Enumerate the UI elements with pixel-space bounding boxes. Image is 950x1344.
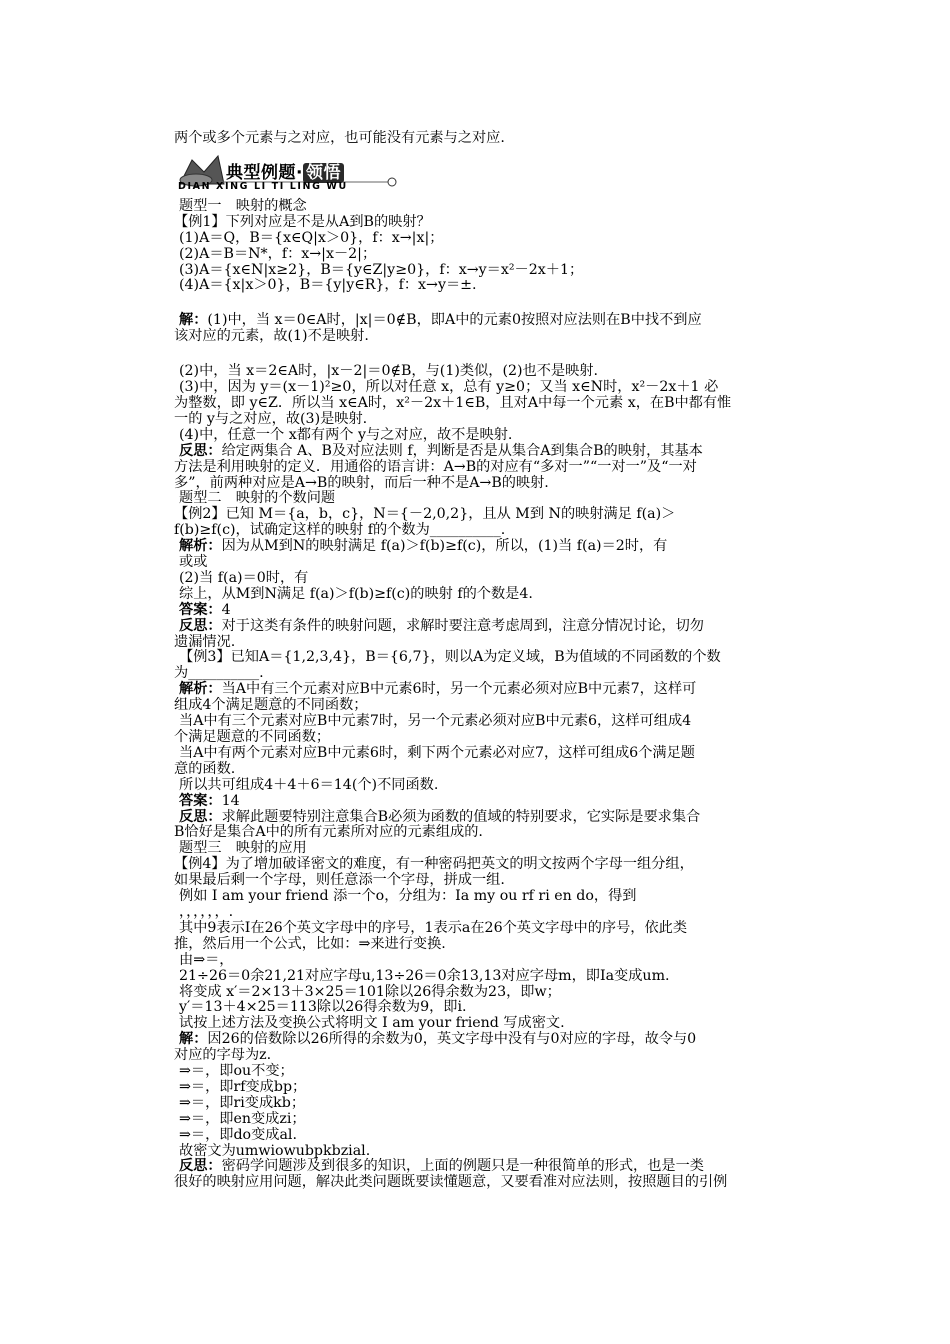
reflection-line: B恰好是集合A中的所有元素所对应的元素组成的. xyxy=(174,824,483,841)
line: f(b)≥f(c)，试确定这样的映射 f的个数为__________. xyxy=(174,522,506,539)
solution-line: ⇒＝，即rf变成bp； xyxy=(179,1078,307,1095)
solution-line: 意的函数. xyxy=(174,760,236,777)
solution-line: 一的 y与之对应，故(3)是映射. xyxy=(174,410,368,427)
line: 将变成 x′＝2×13＋3×25＝101除以26得余数为23，即w； xyxy=(179,983,561,1000)
solution-line: (2)当 f(a)＝0时，有 xyxy=(179,569,309,586)
solution-line: (2)中，当 x＝2∈A时，|x－2|＝0∉B，与(1)类似，(2)也不是映射. xyxy=(179,363,599,380)
line: 【例1】下列对应是不是从A到B的映射？ xyxy=(174,213,431,230)
solution-line: ⇒＝，即do变成al. xyxy=(179,1126,297,1143)
section-banner xyxy=(174,150,814,196)
intro-text: 两个或多个元素与之对应，也可能没有元素与之对应. xyxy=(174,130,505,146)
solution-line: 对应的字母为z. xyxy=(174,1047,272,1064)
document-page xyxy=(174,131,814,1191)
reflection-line: 反思：求解此题要特别注意集合B必须为函数的值域的特别要求，它实际是要求集合 xyxy=(179,808,701,825)
line: 【例3】已知A＝{1,2,3,4}，B＝{6,7}，则以A为定义域，B为值域的不同函数的个数 xyxy=(179,649,721,666)
line: 如果最后剩一个字母，则任意添一个字母，拼成一组. xyxy=(174,872,505,889)
solution-line: 或或 xyxy=(179,554,208,571)
line: 【例4】为了增加破译密文的难度，有一种密码把英文的明文按两个字母一组分组， xyxy=(174,856,694,873)
line: 其中9表示I在26个英文字母中的序号，1表示a在26个英文字母中的序号，依此类 xyxy=(179,919,688,936)
reflection-line: 很好的映射应用问题，解决此类问题既要读懂题意，又要看准对应法则，按照题目的引例 xyxy=(174,1174,728,1191)
line: 题型一 映射的概念 xyxy=(179,197,307,214)
line: 为__________. xyxy=(174,665,264,682)
line: 例如 I am your friend 添一个o，分组为：Ia my ou rf ri en do，得到 xyxy=(179,888,637,905)
solution-line: 综上，从M到N满足 f(a)＞f(b)≥f(c)的映射 f的个数是4. xyxy=(179,585,533,602)
banner-subtitle: DIAN XING LI TI LING WU xyxy=(178,180,348,192)
line: 试按上述方法及变换公式将明文 I am your friend 写成密文. xyxy=(179,1015,565,1032)
solution-line: 该对应的元素，故(1)不是映射. xyxy=(174,328,369,345)
line: 题型三 映射的应用 xyxy=(179,840,307,857)
banner-title-main: 典型例题· xyxy=(226,162,303,183)
solution-line: ⇒＝，即ri变成kb； xyxy=(179,1094,306,1111)
reflection-line: 多”，前两种对应是A→B的映射，而后一种不是A→B的映射. xyxy=(174,474,549,491)
line: ，，，，，，. xyxy=(179,903,234,920)
solution-line: ⇒＝，即ou不变； xyxy=(179,1063,294,1080)
line: (1)A＝Q，B＝{x∈Q|x＞0}，f：x→|x|； xyxy=(179,229,444,246)
solution-line: 故密文为umwiowubpkbzial. xyxy=(179,1142,371,1159)
reflection-line: 反思：对于这类有条件的映射问题，求解时要注意考虑周到，注意分情况讨论，切勿 xyxy=(179,617,704,634)
line: y′＝13＋4×25＝113除以26得余数为9，即i. xyxy=(179,999,467,1016)
banner-title-dark: 领悟 xyxy=(303,163,344,183)
reflection-line: 反思：给定两集合 A、B及对应法则 f，判断是否是从集合A到集合B的映射，其基本 xyxy=(179,442,703,459)
answer-line: 答案：14 xyxy=(179,792,240,809)
solution-line: 为整数，即 y∈Z．所以当 x∈A时，x²－2x＋1∈B，且对A中每一个元素 x，在B中都有惟 xyxy=(174,394,732,411)
reflection-line: 方法是利用映射的定义．用通俗的语言讲：A→B的对应有“多对一”“一对一”及“一对 xyxy=(174,458,697,475)
solution-line: (4)中，任意一个 x都有两个 y与之对应，故不是映射. xyxy=(179,426,513,443)
solution-line: 解：(1)中，当 x＝0∈A时，|x|＝0∉B，即A中的元素0按照对应法则在B中找不到应 xyxy=(179,312,702,329)
solution-line: 当A中有三个元素对应B中元素7时，另一个元素必须对应B中元素6，这样可组成4 xyxy=(179,713,692,730)
reflection-line: 遗漏情况. xyxy=(174,633,236,650)
solution-line: 解：因26的倍数除以26所得的余数为0，英文字母中没有与0对应的字母，故令与0 xyxy=(179,1031,697,1048)
line: 推，然后用一个公式，比如：⇒来进行变换. xyxy=(174,935,446,952)
solution-line: 组成4个满足题意的不同函数； xyxy=(174,697,368,714)
line: 21÷26＝0余21,21对应字母u,13÷26＝0余13,13对应字母m，即Ia变成um. xyxy=(179,967,670,984)
answer-line: 答案：4 xyxy=(179,601,231,618)
solution-line: ⇒＝，即en变成zi； xyxy=(179,1110,306,1127)
solution-line: 所以共可组成4＋4＋6＝14(个)不同函数. xyxy=(179,776,439,793)
solution-line: (3)中，因为 y＝(x－1)²≥0，所以对任意 x，总有 y≥0；又当 x∈N时，x²－2x＋1 必 xyxy=(179,379,719,396)
reflection-line: 反思：密码学问题涉及到很多的知识，上面的例题只是一种很简单的形式，也是一类 xyxy=(179,1158,704,1175)
solution-line: 解析：当A中有三个元素对应B中元素6时，另一个元素必须对应B中元素7，这样可 xyxy=(179,681,697,698)
line: 由⇒＝， xyxy=(179,951,234,968)
solution-line: 个满足题意的不同函数； xyxy=(174,729,331,745)
line: 题型二 映射的个数问题 xyxy=(179,490,336,507)
solution-line: 当A中有两个元素对应B中元素6时，剩下两个元素必对应7，这样可组成6个满足题 xyxy=(179,744,695,761)
line: 【例2】已知 M＝{a，b，c}，N＝{－2,0,2}，且从 M到 N的映射满足 f(a)＞ xyxy=(174,506,676,523)
line: (2)A＝B＝N*，f：x→|x－2|； xyxy=(179,245,377,262)
line: (3)A＝{x∈N|x≥2}，B＝{y∈Z|y≥0}，f：x→y＝x²－2x＋1； xyxy=(179,261,584,278)
line: (4)A＝{x|x＞0}，B＝{y|y∈R}，f：x→y＝±. xyxy=(179,277,477,294)
solution-line: 解析：因为从M到N的映射满足 f(a)＞f(b)≥f(c)，所以，(1)当 f(a)＝2时，有 xyxy=(179,538,668,555)
banner-title xyxy=(226,158,344,183)
